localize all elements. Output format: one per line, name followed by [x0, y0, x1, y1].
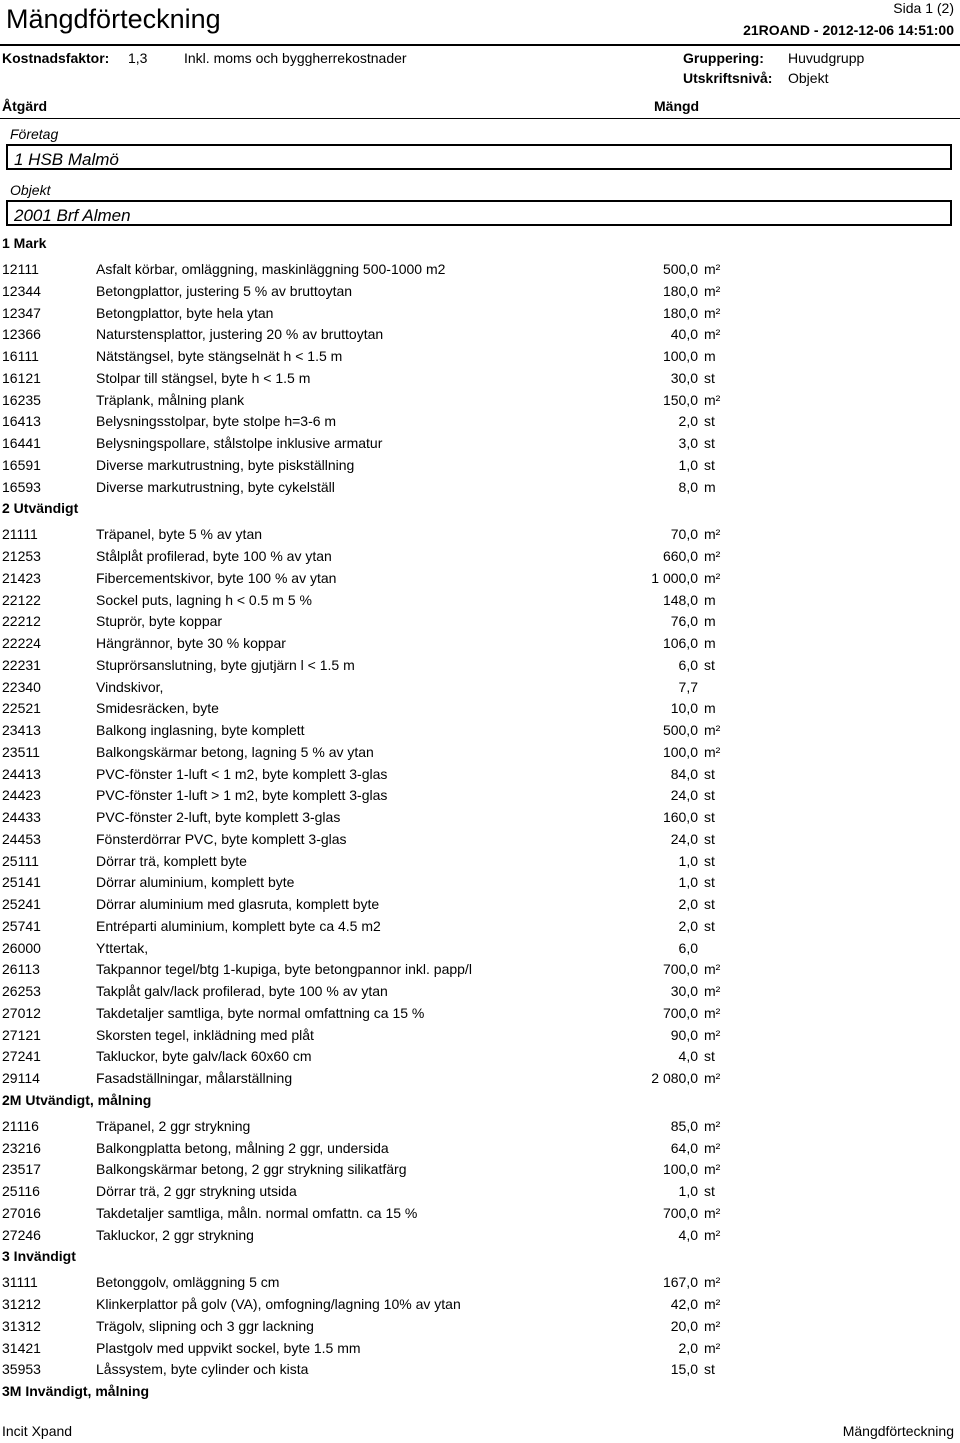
item-unit: m² [704, 261, 721, 277]
item-code: 29114 [2, 1070, 40, 1086]
group-heading [0, 1381, 960, 1402]
table-row [0, 611, 960, 632]
item-quantity: 24,0 [670, 830, 698, 847]
item-unit: m² [704, 282, 721, 299]
item-unit: m² [704, 1117, 721, 1134]
table-row [0, 1359, 960, 1380]
print-stamp: 21ROAND - 2012-12-06 14:51:00 [743, 22, 954, 38]
table-row [0, 785, 960, 806]
title-rule [0, 44, 960, 46]
item-code: 16593 [2, 478, 41, 495]
item-code: 25741 [2, 917, 41, 934]
item-description: Hängrännor, byte 30 % koppar [96, 635, 286, 651]
item-unit: st [704, 1183, 715, 1199]
item-description: Fibercementskivor, byte 100 % av ytan [96, 569, 337, 586]
item-code: 27241 [2, 1048, 41, 1065]
footer-doc-title: Mängdförteckning [842, 1423, 954, 1439]
item-unit: m² [704, 1026, 721, 1043]
item-code: 27016 [2, 1204, 41, 1221]
group-heading [0, 498, 960, 519]
item-code: 24423 [2, 787, 41, 804]
table-row [0, 455, 960, 476]
page-number: Sida 1 (2) [893, 0, 954, 16]
item-quantity: 167,0 [662, 1274, 698, 1291]
item-quantity: 150,0 [662, 391, 698, 408]
item-quantity: 90,0 [670, 1026, 698, 1043]
item-quantity: 24,0 [670, 787, 698, 804]
item-unit: st [704, 896, 715, 912]
item-code: 25241 [2, 896, 41, 912]
item-unit: m² [704, 1226, 721, 1243]
item-code: 22521 [2, 700, 41, 717]
table-row [0, 959, 960, 980]
item-quantity: 500,0 [662, 261, 698, 277]
table-row [0, 524, 960, 545]
item-code: 12111 [2, 261, 39, 277]
item-code: 23413 [2, 722, 41, 738]
item-unit: m² [704, 326, 721, 343]
table-row [0, 303, 960, 324]
table-row [0, 1272, 960, 1293]
item-code: 27012 [2, 1004, 41, 1021]
item-description: PVC-fönster 2-luft, byte komplett 3-glas [96, 809, 341, 825]
item-code: 25111 [2, 852, 39, 869]
item-quantity: 76,0 [670, 613, 698, 630]
item-quantity: 2,0 [678, 896, 698, 912]
item-quantity: 1,0 [678, 456, 698, 473]
item-quantity: 20,0 [670, 1317, 698, 1334]
item-description: Balkong inglasning, byte komplett [96, 722, 305, 738]
table-row [0, 851, 960, 872]
item-code: 26253 [2, 983, 41, 999]
item-code: 22231 [2, 656, 41, 673]
table-row [0, 433, 960, 454]
table-row [0, 1294, 960, 1315]
item-quantity: 40,0 [670, 326, 698, 343]
item-code: 31312 [2, 1317, 41, 1334]
group-heading [0, 1246, 960, 1267]
group-label: 3M Invändigt, målning [2, 1383, 150, 1399]
item-code: 22122 [2, 591, 41, 608]
table-row [0, 1116, 960, 1137]
item-quantity: 1 000,0 [651, 569, 698, 586]
item-unit: st [704, 656, 715, 673]
item-description: Takpannor tegel/btg 1-kupiga, byte betongpannor inkl. papp/l [96, 961, 472, 978]
item-description: Nätstängsel, byte stängselnät h < 1.5 m [96, 348, 343, 364]
item-quantity: 2 080,0 [651, 1070, 698, 1086]
item-description: Takdetaljer samtliga, byte normal omfattning ca 15 % [96, 1004, 425, 1021]
group-label: 2M Utvändigt, målning [2, 1091, 152, 1108]
item-unit: m² [704, 1139, 721, 1156]
item-description: Låssystem, byte cylinder och kista [96, 1361, 309, 1378]
gruppering-value: Huvudgrupp [788, 50, 865, 66]
item-description: Plastgolv med uppvikt sockel, byte 1.5 mm [96, 1339, 361, 1356]
item-code: 22212 [2, 613, 41, 630]
item-unit: st [704, 413, 715, 430]
item-description: Diverse markutrustning, byte piskställning [96, 456, 355, 473]
table-row [0, 829, 960, 850]
item-unit: st [704, 830, 715, 847]
item-description: Klinkerplattor på golv (VA), omfogning/lagning 10% av ytan [96, 1296, 461, 1312]
item-unit: m² [704, 1339, 721, 1356]
item-description: Stålplåt profilerad, byte 100 % av ytan [96, 548, 332, 564]
item-description: Stuprör, byte koppar [96, 613, 223, 630]
item-code: 35953 [2, 1361, 41, 1378]
item-code: 23517 [2, 1161, 41, 1178]
table-row [0, 633, 960, 654]
table-row [0, 568, 960, 589]
item-code: 12344 [2, 282, 41, 299]
item-quantity: 700,0 [662, 1004, 698, 1021]
item-code: 27246 [2, 1226, 41, 1243]
item-description: Belysningsstolpar, byte stolpe h=3-6 m [96, 413, 337, 430]
item-code: 16441 [2, 435, 41, 451]
item-code: 22340 [2, 678, 41, 695]
table-row [0, 590, 960, 611]
table-row [0, 938, 960, 959]
table-row [0, 655, 960, 676]
table-row [0, 1046, 960, 1067]
group-heading [0, 233, 960, 254]
item-code: 31111 [2, 1274, 38, 1291]
item-code: 12347 [2, 304, 41, 321]
item-code: 21111 [2, 526, 38, 543]
item-quantity: 15,0 [670, 1361, 698, 1378]
document-title: Mängdförteckning [6, 4, 221, 34]
item-description: Smidesräcken, byte [96, 700, 219, 717]
table-row [0, 764, 960, 785]
item-unit: m² [704, 983, 721, 999]
footer-product: Incit Xpand [2, 1423, 73, 1439]
item-description: Stuprörsanslutning, byte gjutjärn l < 1.5 m [96, 656, 355, 673]
item-code: 24433 [2, 809, 41, 825]
item-description: Balkongskärmar betong, lagning 5 % av ytan [96, 743, 374, 760]
item-unit: m² [704, 1004, 721, 1021]
item-unit: m² [704, 1204, 721, 1221]
table-row [0, 1203, 960, 1224]
item-quantity: 30,0 [670, 369, 698, 386]
objekt-label: Objekt [10, 182, 51, 198]
item-description: PVC-fönster 1-luft < 1 m2, byte komplett 3-glas [96, 765, 388, 782]
item-code: 16235 [2, 391, 41, 408]
table-row [0, 1225, 960, 1246]
item-unit: m² [704, 1274, 721, 1291]
item-quantity: 180,0 [662, 304, 698, 321]
item-unit: m [704, 348, 716, 364]
item-quantity: 106,0 [662, 635, 698, 651]
item-description: Dörrar trä, 2 ggr strykning utsida [96, 1183, 297, 1199]
item-quantity: 6,0 [678, 656, 698, 673]
item-description: Träpanel, 2 ggr strykning [96, 1117, 251, 1134]
item-description: Träpanel, byte 5 % av ytan [96, 526, 263, 543]
item-unit: st [704, 809, 715, 825]
item-unit: m² [704, 722, 721, 738]
item-code: 21253 [2, 548, 41, 564]
item-quantity: 2,0 [678, 413, 698, 430]
item-quantity: 10,0 [670, 700, 698, 717]
item-description: Betongplattor, justering 5 % av bruttoytan [96, 282, 353, 299]
item-unit: m² [704, 1161, 721, 1178]
utskriftsniva-label: Utskriftsnivå: [683, 70, 773, 86]
item-code: 26000 [2, 939, 41, 956]
table-row [0, 916, 960, 937]
item-quantity: 30,0 [670, 983, 698, 999]
foretag-value: 1 HSB Malmö [14, 150, 119, 169]
item-quantity: 500,0 [662, 722, 698, 738]
item-unit: st [704, 874, 715, 891]
item-description: Takluckor, byte galv/lack 60x60 cm [96, 1048, 312, 1065]
table-row [0, 981, 960, 1002]
item-code: 16413 [2, 413, 41, 430]
item-description: Yttertak, [96, 939, 149, 956]
table-row [0, 1316, 960, 1337]
group-label: 3 Invändigt [2, 1248, 76, 1265]
table-row [0, 281, 960, 302]
table-row [0, 1338, 960, 1359]
item-quantity: 700,0 [662, 961, 698, 978]
item-code: 24413 [2, 765, 41, 782]
foretag-box [6, 144, 952, 170]
item-code: 23216 [2, 1139, 41, 1156]
table-row [0, 807, 960, 828]
objekt-box [6, 200, 952, 226]
group-heading [0, 1090, 960, 1111]
item-quantity: 1,0 [678, 1183, 698, 1199]
item-quantity: 3,0 [678, 435, 698, 451]
item-unit: m² [704, 391, 721, 408]
item-description: Dörrar aluminium, komplett byte [96, 874, 295, 891]
kostnadsfaktor-value: 1,3 [128, 50, 148, 66]
item-quantity: 4,0 [678, 1226, 698, 1243]
table-row [0, 872, 960, 893]
item-code: 25141 [2, 874, 41, 891]
table-row [0, 742, 960, 763]
item-code: 16591 [2, 456, 41, 473]
item-quantity: 1,0 [678, 852, 698, 869]
table-row [0, 411, 960, 432]
item-code: 31421 [2, 1339, 41, 1356]
item-description: Takdetaljer samtliga, måln. normal omfattn. ca 15 % [96, 1204, 418, 1221]
item-quantity: 100,0 [662, 743, 698, 760]
item-description: Diverse markutrustning, byte cykelställ [96, 478, 335, 495]
item-quantity: 700,0 [662, 1204, 698, 1221]
item-code: 16121 [2, 369, 41, 386]
item-unit: m² [704, 1070, 721, 1086]
item-unit: st [704, 765, 715, 782]
item-unit: m² [704, 548, 721, 564]
table-row [0, 259, 960, 280]
item-unit: st [704, 1048, 715, 1065]
item-unit: m² [704, 304, 721, 321]
table-row [0, 1159, 960, 1180]
item-unit: m [704, 700, 716, 717]
item-description: Takluckor, 2 ggr strykning [96, 1226, 254, 1243]
item-quantity: 84,0 [670, 765, 698, 782]
item-quantity: 160,0 [662, 809, 698, 825]
table-row [0, 346, 960, 367]
item-unit: st [704, 917, 715, 934]
column-header-rule [0, 118, 960, 119]
item-quantity: 2,0 [678, 1339, 698, 1356]
item-quantity: 100,0 [662, 1161, 698, 1178]
table-row [0, 324, 960, 345]
item-quantity: 148,0 [662, 591, 698, 608]
item-code: 23511 [2, 743, 40, 760]
group-label: 2 Utvändigt [2, 500, 79, 517]
item-unit: st [704, 369, 715, 386]
item-description: PVC-fönster 1-luft > 1 m2, byte komplett 3-glas [96, 787, 388, 804]
item-quantity: 64,0 [670, 1139, 698, 1156]
item-quantity: 7,7 [678, 678, 698, 695]
item-quantity: 2,0 [678, 917, 698, 934]
item-quantity: 85,0 [670, 1117, 698, 1134]
item-code: 31212 [2, 1296, 41, 1312]
item-quantity: 42,0 [670, 1296, 698, 1312]
item-description: Belysningspollare, stålstolpe inklusive armatur [96, 435, 383, 451]
item-code: 16111 [2, 348, 39, 364]
group-label: 1 Mark [2, 235, 47, 251]
item-description: Naturstensplattor, justering 20 % av bruttoytan [96, 326, 384, 343]
item-unit: st [704, 435, 715, 451]
item-description: Stolpar till stängsel, byte h < 1.5 m [96, 369, 311, 386]
item-quantity: 4,0 [678, 1048, 698, 1065]
item-unit: st [704, 787, 715, 804]
item-code: 24453 [2, 830, 41, 847]
table-row [0, 1025, 960, 1046]
table-row [0, 1003, 960, 1024]
item-code: 21423 [2, 569, 41, 586]
table-row [0, 1181, 960, 1202]
item-unit: m² [704, 526, 721, 543]
item-unit: m² [704, 961, 721, 978]
item-code: 12366 [2, 326, 41, 343]
item-description: Trägolv, slipning och 3 ggr lackning [96, 1317, 314, 1334]
item-description: Skorsten tegel, inklädning med plåt [96, 1026, 314, 1043]
item-quantity: 180,0 [662, 282, 698, 299]
item-description: Sockel puts, lagning h < 0.5 m 5 % [96, 591, 312, 608]
table-row [0, 720, 960, 741]
item-unit: st [704, 1361, 715, 1378]
item-description: Träplank, målning plank [96, 391, 245, 408]
item-unit: m² [704, 1317, 721, 1334]
table-row [0, 390, 960, 411]
gruppering-label: Gruppering: [683, 50, 764, 66]
item-unit: m [704, 613, 716, 630]
item-description: Fasadställningar, målarställning [96, 1070, 293, 1086]
kostnadsfaktor-label: Kostnadsfaktor: [2, 50, 110, 66]
table-row [0, 477, 960, 498]
table-row [0, 894, 960, 915]
utskriftsniva-value: Objekt [788, 70, 829, 86]
item-quantity: 6,0 [678, 939, 698, 956]
item-quantity: 70,0 [670, 526, 698, 543]
item-description: Balkongplatta betong, målning 2 ggr, undersida [96, 1139, 389, 1156]
item-description: Entréparti aluminium, komplett byte ca 4.5 m2 [96, 917, 381, 934]
item-code: 22224 [2, 635, 41, 651]
item-description: Vindskivor, [96, 678, 164, 695]
item-description: Betonggolv, omläggning 5 cm [96, 1274, 280, 1291]
item-quantity: 660,0 [662, 548, 698, 564]
item-unit: m [704, 478, 716, 495]
item-description: Fönsterdörrar PVC, byte komplett 3-glas [96, 830, 347, 847]
objekt-value: 2001 Brf Almen [14, 206, 131, 225]
item-description: Dörrar trä, komplett byte [96, 852, 247, 869]
item-quantity: 8,0 [678, 478, 698, 495]
kostnadsfaktor-note: Inkl. moms och byggherrekostnader [184, 50, 407, 66]
item-code: 25116 [2, 1183, 40, 1199]
table-row [0, 698, 960, 719]
item-unit: st [704, 852, 715, 869]
item-description: Asfalt körbar, omläggning, maskinläggning 500-1000 m2 [96, 261, 446, 277]
item-quantity: 100,0 [662, 348, 698, 364]
item-quantity: 1,0 [678, 874, 698, 891]
table-row [0, 1068, 960, 1089]
column-header-atgard: Åtgärd [2, 98, 48, 114]
item-unit: m [704, 635, 716, 651]
foretag-label: Företag [10, 126, 59, 142]
table-row [0, 677, 960, 698]
item-description: Betongplattor, byte hela ytan [96, 304, 274, 321]
item-code: 26113 [2, 961, 40, 978]
item-unit: st [704, 456, 715, 473]
table-row [0, 368, 960, 389]
item-unit: m² [704, 743, 721, 760]
item-description: Dörrar aluminium med glasruta, komplett byte [96, 896, 380, 912]
item-unit: m² [704, 569, 721, 586]
table-row [0, 1138, 960, 1159]
item-code: 21116 [2, 1117, 39, 1134]
item-unit: m [704, 591, 716, 608]
item-description: Takplåt galv/lack profilerad, byte 100 % av ytan [96, 983, 388, 999]
column-header-mangd: Mängd [654, 98, 700, 114]
item-description: Balkongskärmar betong, 2 ggr strykning silikatfärg [96, 1161, 407, 1178]
table-row [0, 546, 960, 567]
item-unit: m² [704, 1296, 721, 1312]
item-code: 27121 [2, 1026, 41, 1043]
